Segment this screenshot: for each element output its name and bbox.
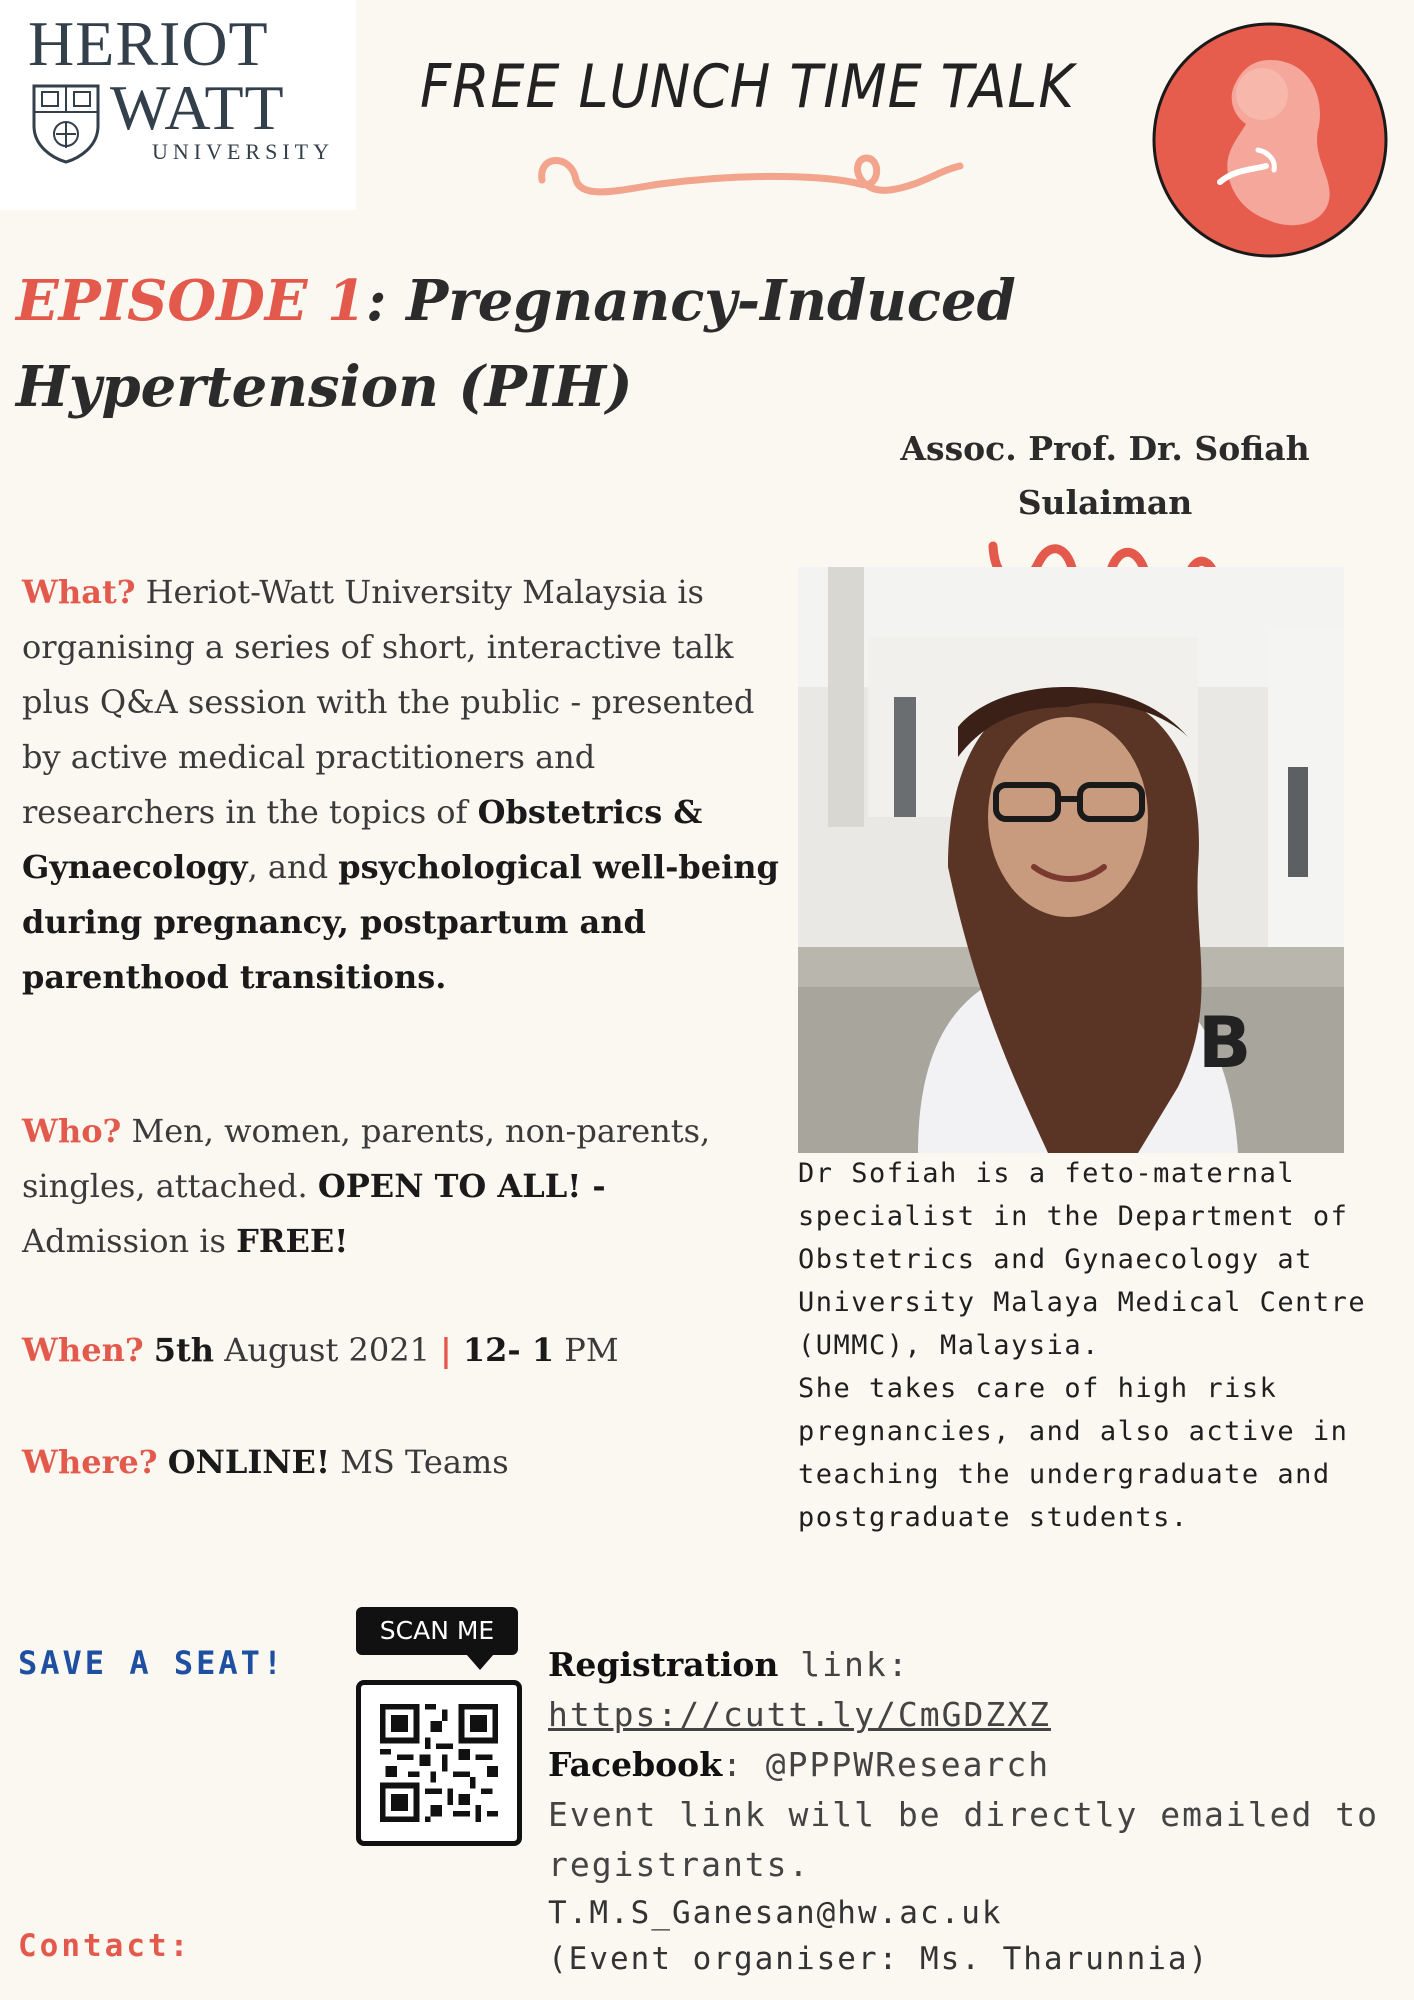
registration-block [548, 1640, 1408, 1890]
contact-block [548, 1890, 1408, 1982]
squiggle-decoration [530, 140, 970, 210]
svg-text:B: B [1198, 1002, 1252, 1084]
scan-me-label: SCAN ME [356, 1607, 518, 1655]
where-label: Where? [22, 1443, 158, 1481]
where-platform: MS Teams [329, 1443, 509, 1481]
what-text-2: , and [247, 848, 339, 886]
who-label: Who? [22, 1112, 122, 1150]
contact-organiser: (Event organiser: Ms. Tharunnia) [548, 1941, 1210, 1977]
when-time: 12- 1 [451, 1331, 555, 1369]
facebook-line [548, 1740, 1408, 1790]
what-bold-wellbeing: psychological well-being during pregnancy, postpartum and parenthood transitions. [22, 848, 779, 996]
who-open-to-all: OPEN TO ALL! - [317, 1167, 606, 1205]
who-text-1: Men, women, parents, non-parents, singles, attached. [22, 1112, 711, 1205]
episode-title-part1: Pregnancy-Induced [406, 268, 1016, 334]
logo-university-text: UNIVERSITY [152, 139, 334, 164]
when-time-suffix: PM [554, 1331, 619, 1369]
contact-label: Contact: [18, 1928, 192, 1964]
episode-title-part2: Hypertension (PIH) [16, 354, 633, 420]
registration-mid: link: [778, 1645, 910, 1684]
logo-watt-text: WATT [110, 72, 285, 143]
when-day: 5th [153, 1331, 215, 1369]
bio-line: (UMMC), Malaysia. [798, 1330, 1100, 1361]
bio-line: University Malaya Medical Centre [798, 1287, 1367, 1318]
logo-heriot-text: HERIOT [28, 8, 269, 79]
header-title: FREE LUNCH TIME TALK [420, 52, 1075, 122]
registration-link[interactable]: https://cutt.ly/CmGDZXZ [548, 1695, 1051, 1734]
bio-line: Obstetrics and Gynaecology at [798, 1244, 1313, 1275]
when-separator: | [440, 1331, 452, 1369]
episode-title [16, 258, 1016, 430]
what-label: What? [22, 573, 136, 611]
registration-label: Registration [548, 1645, 779, 1684]
scan-pointer-icon [466, 1654, 494, 1670]
bio-line: postgraduate students. [798, 1502, 1189, 1533]
speaker-bio [798, 1152, 1414, 1539]
bio-line: specialist in the Department of [798, 1201, 1349, 1232]
what-section [22, 565, 782, 1005]
bio-line: She takes care of high risk [798, 1373, 1278, 1404]
event-link-note: Event link will be directly emailed to registrants. [548, 1795, 1379, 1884]
qr-code[interactable] [356, 1680, 522, 1846]
where-section [22, 1435, 742, 1490]
when-label: When? [22, 1331, 144, 1369]
where-online: ONLINE! [167, 1443, 330, 1481]
speaker-name [860, 422, 1350, 530]
crest-icon [30, 82, 102, 164]
bio-line: Dr Sofiah is a feto-maternal [798, 1158, 1296, 1189]
episode-separator: : [365, 268, 407, 334]
who-text-2: Admission is [22, 1222, 237, 1260]
when-section [22, 1323, 742, 1378]
when-month-year: August 2021 [214, 1331, 441, 1369]
episode-label: EPISODE 1 [16, 268, 366, 334]
bio-line: teaching the undergraduate and [798, 1459, 1331, 1490]
speaker-name-line1: Assoc. Prof. Dr. Sofiah [900, 429, 1310, 468]
what-bold-topic: Obstetrics & Gynaecology [22, 793, 703, 886]
facebook-handle[interactable]: : @PPPWResearch [722, 1745, 1051, 1784]
facebook-label: Facebook [548, 1745, 723, 1784]
registration-line [548, 1640, 1408, 1740]
speaker-photo [798, 567, 1344, 1153]
save-seat-heading: SAVE A SEAT! [18, 1644, 286, 1682]
who-section [22, 1104, 742, 1269]
speaker-name-line2: Sulaiman [1017, 483, 1193, 522]
embryo-icon [1150, 20, 1390, 260]
contact-email[interactable]: T.M.S_Ganesan@hw.ac.uk [548, 1895, 1003, 1931]
who-free: FREE! [236, 1222, 349, 1260]
qr-code-icon [380, 1704, 498, 1822]
bio-line: pregnancies, and also active in [798, 1416, 1349, 1447]
what-text-1: Heriot-Watt University Malaysia is organising a series of short, interactive talk plus Q&A session with the public - presented by active medical practitioners and researchers in the topics of [22, 573, 755, 831]
